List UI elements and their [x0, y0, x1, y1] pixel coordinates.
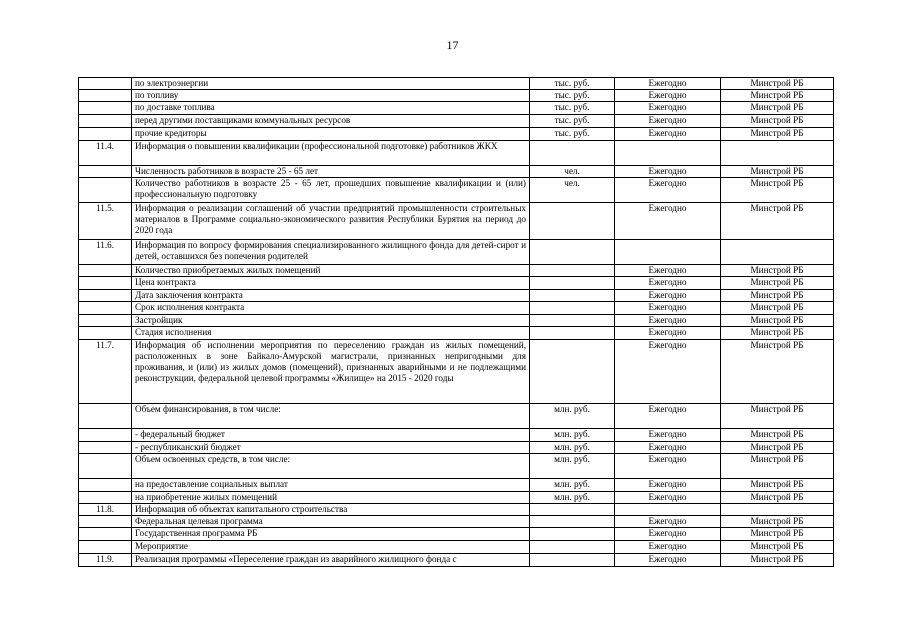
- cell-unit: тыс. руб.: [530, 127, 615, 140]
- cell-num: 11.6.: [79, 239, 132, 264]
- cell-desc: на приобретение жилых помещений: [132, 491, 530, 503]
- cell-resp: Минстрой РБ: [721, 428, 834, 441]
- cell-num: [79, 290, 132, 302]
- cell-num: [79, 302, 132, 315]
- table-row: [79, 239, 834, 264]
- cell-period: Ежегодно: [615, 127, 721, 140]
- table-row: [79, 202, 834, 239]
- cell-unit: [530, 140, 615, 165]
- cell-num: 11.9.: [79, 554, 132, 566]
- cell-period: Ежегодно: [615, 491, 721, 503]
- cell-desc: Информация об исполнении мероприятия по переселению граждан из жилых помещений, расположенных в зоне Байкало-Амурской магистрали, признанных непригодными для проживания, и (или) из жилых домов (помещений), признанных аварийными и не подлежащими реконструкции, федеральной целевой программы «Жилище» на 2015 - 2020 годы: [132, 339, 530, 403]
- cell-unit: [530, 264, 615, 276]
- cell-resp: Минстрой РБ: [721, 102, 834, 114]
- cell-desc: - республиканский бюджет: [132, 441, 530, 453]
- cell-resp: Минстрой РБ: [721, 516, 834, 528]
- cell-period: [615, 504, 721, 516]
- cell-resp: Минстрой РБ: [721, 478, 834, 491]
- cell-unit: [530, 239, 615, 264]
- cell-num: [79, 127, 132, 140]
- cell-unit: [530, 277, 615, 290]
- cell-period: Ежегодно: [615, 165, 721, 177]
- cell-unit: чел.: [530, 177, 615, 202]
- cell-unit: [530, 302, 615, 315]
- cell-period: Ежегодно: [615, 177, 721, 202]
- cell-resp: [721, 140, 834, 165]
- cell-unit: [530, 554, 615, 566]
- cell-period: Ежегодно: [615, 327, 721, 339]
- cell-desc: Цена контракта: [132, 277, 530, 290]
- cell-num: 11.8.: [79, 504, 132, 516]
- cell-unit: [530, 327, 615, 339]
- cell-unit: [530, 528, 615, 541]
- cell-resp: Минстрой РБ: [721, 327, 834, 339]
- cell-desc: перед другими поставщиками коммунальных ресурсов: [132, 114, 530, 127]
- cell-period: Ежегодно: [615, 277, 721, 290]
- table-row: [79, 403, 834, 428]
- cell-resp: Минстрой РБ: [721, 441, 834, 453]
- cell-resp: Минстрой РБ: [721, 453, 834, 478]
- cell-unit: [530, 202, 615, 239]
- cell-period: [615, 140, 721, 165]
- table-row: [79, 277, 834, 290]
- cell-desc: по электроэнергии: [132, 78, 530, 90]
- cell-period: Ежегодно: [615, 403, 721, 428]
- cell-num: [79, 277, 132, 290]
- table-row: [79, 554, 834, 566]
- cell-num: [79, 114, 132, 127]
- cell-num: [79, 90, 132, 102]
- cell-resp: Минстрой РБ: [721, 339, 834, 403]
- cell-num: [79, 491, 132, 503]
- cell-unit: млн. руб.: [530, 453, 615, 478]
- table-row: [79, 528, 834, 541]
- cell-resp: Минстрой РБ: [721, 277, 834, 290]
- cell-unit: тыс. руб.: [530, 78, 615, 90]
- cell-unit: [530, 516, 615, 528]
- cell-resp: [721, 239, 834, 264]
- cell-period: Ежегодно: [615, 541, 721, 554]
- cell-unit: тыс. руб.: [530, 114, 615, 127]
- cell-desc: на предоставление социальных выплат: [132, 478, 530, 491]
- cell-num: [79, 315, 132, 327]
- table-row: [79, 504, 834, 516]
- cell-desc: по топливу: [132, 90, 530, 102]
- cell-period: Ежегодно: [615, 315, 721, 327]
- cell-unit: млн. руб.: [530, 428, 615, 441]
- table-row: [79, 541, 834, 554]
- cell-unit: млн. руб.: [530, 478, 615, 491]
- cell-unit: [530, 339, 615, 403]
- cell-period: Ежегодно: [615, 114, 721, 127]
- cell-num: 11.5.: [79, 202, 132, 239]
- cell-resp: Минстрой РБ: [721, 114, 834, 127]
- cell-desc: Информация по вопросу формирования специализированного жилищного фонда для детей-сирот и детей, оставшихся без попечения родителей: [132, 239, 530, 264]
- cell-period: Ежегодно: [615, 339, 721, 403]
- cell-num: [79, 165, 132, 177]
- cell-desc: Объем освоенных средств, в том числе:: [132, 453, 530, 478]
- table-row: [79, 428, 834, 441]
- cell-period: Ежегодно: [615, 90, 721, 102]
- cell-period: Ежегодно: [615, 290, 721, 302]
- cell-desc: - федеральный бюджет: [132, 428, 530, 441]
- cell-period: Ежегодно: [615, 453, 721, 478]
- table-row: [79, 491, 834, 503]
- cell-unit: тыс. руб.: [530, 90, 615, 102]
- cell-resp: Минстрой РБ: [721, 177, 834, 202]
- cell-resp: Минстрой РБ: [721, 264, 834, 276]
- cell-desc: Дата заключения контракта: [132, 290, 530, 302]
- table-row: [79, 165, 834, 177]
- cell-desc: Мероприятие: [132, 541, 530, 554]
- cell-resp: Минстрой РБ: [721, 78, 834, 90]
- table-row: [79, 327, 834, 339]
- cell-resp: Минстрой РБ: [721, 403, 834, 428]
- table-row: [79, 453, 834, 478]
- cell-desc: Государственная программа РБ: [132, 528, 530, 541]
- cell-resp: Минстрой РБ: [721, 302, 834, 315]
- cell-resp: Минстрой РБ: [721, 165, 834, 177]
- table-row: [79, 140, 834, 165]
- cell-unit: тыс. руб.: [530, 102, 615, 114]
- cell-num: [79, 403, 132, 428]
- cell-period: Ежегодно: [615, 528, 721, 541]
- cell-desc: прочие кредиторы: [132, 127, 530, 140]
- cell-num: [79, 528, 132, 541]
- table-row: [79, 264, 834, 276]
- monitoring-table: [78, 77, 834, 567]
- cell-num: [79, 516, 132, 528]
- cell-resp: [721, 504, 834, 516]
- cell-unit: млн. руб.: [530, 491, 615, 503]
- cell-desc: Федеральная целевая программа: [132, 516, 530, 528]
- cell-num: 11.7.: [79, 339, 132, 403]
- table-row: [79, 441, 834, 453]
- cell-resp: Минстрой РБ: [721, 315, 834, 327]
- cell-unit: млн. руб.: [530, 403, 615, 428]
- table-row: [79, 302, 834, 315]
- cell-unit: [530, 315, 615, 327]
- cell-num: [79, 102, 132, 114]
- table-row: [79, 127, 834, 140]
- table-row: [79, 114, 834, 127]
- cell-desc: по доставке топлива: [132, 102, 530, 114]
- cell-num: [79, 264, 132, 276]
- cell-desc: Объем финансирования, в том числе:: [132, 403, 530, 428]
- table-row: [79, 315, 834, 327]
- cell-resp: Минстрой РБ: [721, 90, 834, 102]
- cell-period: Ежегодно: [615, 102, 721, 114]
- cell-resp: Минстрой РБ: [721, 541, 834, 554]
- cell-period: Ежегодно: [615, 302, 721, 315]
- cell-resp: Минстрой РБ: [721, 290, 834, 302]
- cell-period: Ежегодно: [615, 428, 721, 441]
- cell-period: Ежегодно: [615, 554, 721, 566]
- table-row: [79, 78, 834, 90]
- cell-desc: Информация о повышении квалификации (профессиональной подготовке) работников ЖКХ: [132, 140, 530, 165]
- table-row: [79, 516, 834, 528]
- cell-desc: Застройщик: [132, 315, 530, 327]
- cell-desc: Реализация программы «Переселение граждан из аварийного жилищного фонда с: [132, 554, 530, 566]
- page-number: 17: [446, 38, 459, 52]
- cell-num: 11.4.: [79, 140, 132, 165]
- cell-num: [79, 541, 132, 554]
- cell-desc: Информация об объектах капитального строительства: [132, 504, 530, 516]
- table-row: [79, 290, 834, 302]
- cell-num: [79, 453, 132, 478]
- cell-desc: Количество приобретаемых жилых помещений: [132, 264, 530, 276]
- cell-unit: млн. руб.: [530, 441, 615, 453]
- cell-resp: Минстрой РБ: [721, 491, 834, 503]
- cell-num: [79, 428, 132, 441]
- cell-unit: [530, 504, 615, 516]
- table-row: [79, 102, 834, 114]
- cell-num: [79, 78, 132, 90]
- cell-resp: Минстрой РБ: [721, 528, 834, 541]
- cell-resp: Минстрой РБ: [721, 554, 834, 566]
- cell-num: [79, 441, 132, 453]
- cell-period: Ежегодно: [615, 264, 721, 276]
- table-row: [79, 478, 834, 491]
- cell-desc: Информация о реализации соглашений об участии предприятий промышленности строительных материалов в Программе социально-экономического развития Республики Бурятия на период до 2020 года: [132, 202, 530, 239]
- cell-num: [79, 327, 132, 339]
- table-row: [79, 90, 834, 102]
- cell-period: [615, 239, 721, 264]
- cell-period: Ежегодно: [615, 441, 721, 453]
- cell-desc: Стадия исполнения: [132, 327, 530, 339]
- cell-unit: чел.: [530, 165, 615, 177]
- cell-unit: [530, 290, 615, 302]
- cell-unit: [530, 541, 615, 554]
- cell-period: Ежегодно: [615, 516, 721, 528]
- cell-desc: Количество работников в возрасте 25 - 65 лет, прошедших повышение квалификации и (или) профессиональную подготовку: [132, 177, 530, 202]
- cell-num: [79, 177, 132, 202]
- cell-desc: Срок исполнения контракта: [132, 302, 530, 315]
- cell-num: [79, 478, 132, 491]
- table-row: [79, 339, 834, 403]
- cell-period: Ежегодно: [615, 202, 721, 239]
- cell-resp: Минстрой РБ: [721, 202, 834, 239]
- table-row: [79, 177, 834, 202]
- cell-period: Ежегодно: [615, 78, 721, 90]
- cell-resp: Минстрой РБ: [721, 127, 834, 140]
- cell-period: Ежегодно: [615, 478, 721, 491]
- cell-desc: Численность работников в возрасте 25 - 65 лет: [132, 165, 530, 177]
